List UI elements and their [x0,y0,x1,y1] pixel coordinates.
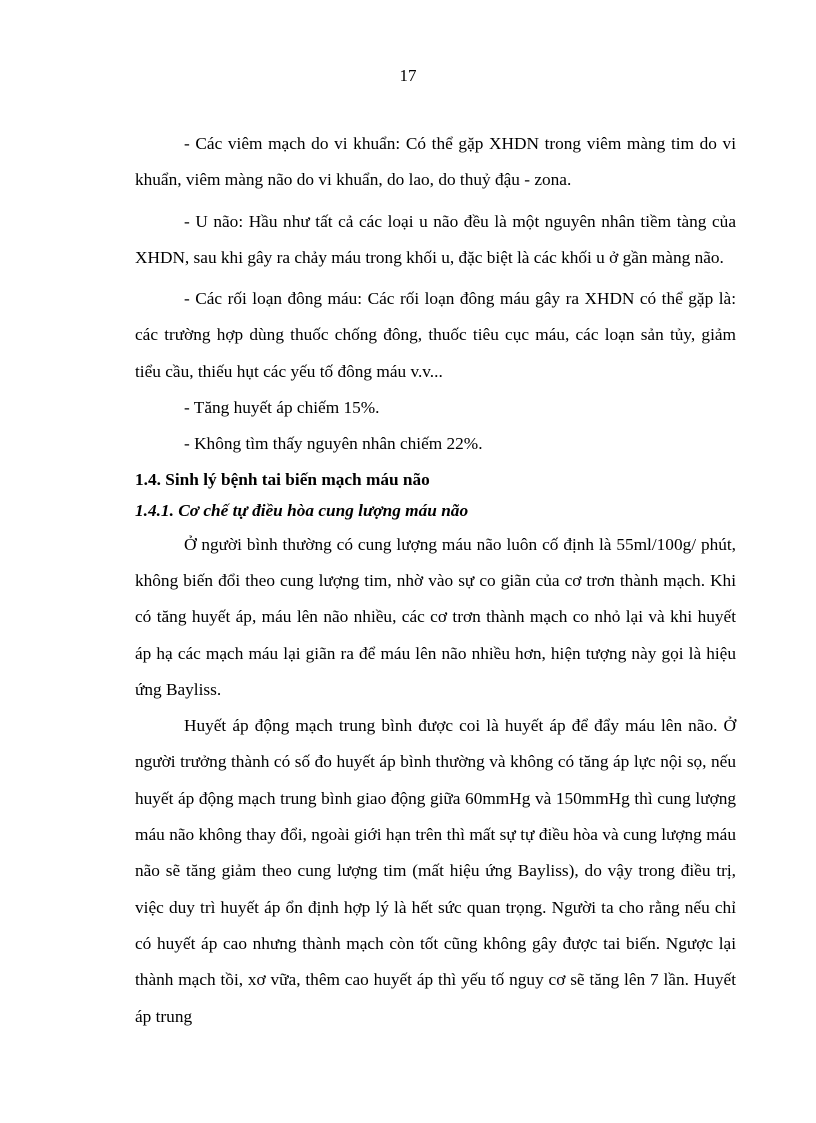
section-heading: 1.4. Sinh lý bệnh tai biến mạch máu não [135,469,430,489]
paragraph-brain-tumor: - U não: Hầu như tất cả các loại u não đều là một nguyên nhân tiềm tàng của XHDN, sau khi gây ra chảy máu trong khối u, đặc biệt là các khối u ở gần màng não. [135,211,736,267]
paragraph-bacterial-vasculitis: - Các viêm mạch do vi khuẩn: Có thể gặp XHDN trong viêm màng tim do vi khuẩn, viêm màng não do vi khuẩn, do lao, do thuỷ đậu - zona. [135,134,736,190]
paragraph-unknown-cause-rate: - Không tìm thấy nguyên nhân chiếm 22%. [184,434,483,454]
page-number: 17 [399,66,417,85]
paragraph-mean-arterial-pressure: Huyết áp động mạch trung bình được coi là huyết áp để đẩy máu lên não. Ở người trưởng thành có số đo huyết áp bình thường và không có tăng áp lực nội sọ, nếu huyết áp động mạch trung bình giao động giữa 60mmHg và 150mmHg thì cung lượng máu não không thay đổi, ngoài giới hạn trên thì mất sự tự điều hòa và cung lượng máu não sẽ tăng giảm theo cung lượng tim (mất hiệu ứng Bayliss), do vậy trong điều trị, việc duy trì huyết áp ổn định hợp lý là hết sức quan trọng. Người ta cho rằng nếu chỉ có huyết áp cao nhưng thành mạch còn tốt cũng không gây được tai biến. Ngược lại thành mạch tồi, xơ vữa, thêm cao huyết áp thì yếu tố nguy cơ sẽ tăng lên 7 lần. Huyết áp trung [135,716,736,1026]
subsection-heading: 1.4.1. Cơ chế tự điều hòa cung lượng máu não [135,500,469,520]
paragraph-coagulation-disorders: - Các rối loạn đông máu: Các rối loạn đông máu gây ra XHDN có thể gặp là: các trường hợp dùng thuốc chống đông, thuốc tiêu cục máu, các loạn sản tủy, giảm tiểu cầu, thiếu hụt các yếu tố đông máu v.v... [135,289,736,381]
paragraph-cerebral-blood-flow: Ở người bình thường có cung lượng máu não luôn cố định là 55ml/100g/ phút, không biến đổi theo cung lượng tim, nhờ vào sự co giãn của cơ trơn thành mạch. Khi có tăng huyết áp, máu lên não nhiều, các cơ trơn thành mạch co nhỏ lại và khi huyết áp hạ các mạch máu lại giãn ra để máu lên não nhiều hơn, hiện tượng này gọi là hiệu ứng Bayliss. [135,534,736,699]
paragraph-hypertension-rate: - Tăng huyết áp chiếm 15%. [184,398,380,418]
page-content [135,126,736,1035]
